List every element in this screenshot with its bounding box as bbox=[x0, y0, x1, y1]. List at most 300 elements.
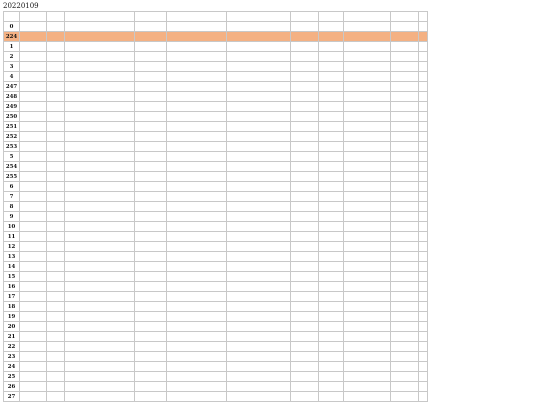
table-cell bbox=[419, 382, 428, 392]
table-row[interactable] bbox=[4, 332, 428, 342]
table-cell bbox=[227, 82, 291, 92]
table-cell[interactable] bbox=[344, 22, 391, 32]
table-cell bbox=[391, 292, 419, 302]
table-row[interactable] bbox=[4, 292, 428, 302]
table-cell bbox=[291, 322, 319, 332]
table-cell bbox=[65, 302, 135, 312]
table-cell bbox=[291, 92, 319, 102]
table-cell bbox=[167, 162, 227, 172]
table-cell bbox=[291, 62, 319, 72]
table-cell bbox=[391, 72, 419, 82]
table-cell bbox=[319, 292, 344, 302]
table-row[interactable] bbox=[4, 112, 428, 122]
table-cell bbox=[135, 282, 167, 292]
table-cell bbox=[135, 42, 167, 52]
table-row[interactable] bbox=[4, 242, 428, 252]
table-row[interactable] bbox=[4, 392, 428, 402]
table-cell bbox=[419, 282, 428, 292]
table-cell bbox=[20, 232, 47, 242]
table-cell bbox=[391, 222, 419, 232]
table-cell bbox=[135, 292, 167, 302]
table-cell bbox=[47, 252, 65, 262]
table-cell bbox=[319, 42, 344, 52]
table-cell bbox=[135, 22, 167, 32]
table-cell bbox=[20, 302, 47, 312]
table-cell[interactable] bbox=[344, 82, 391, 92]
table-cell bbox=[135, 362, 167, 372]
table-row[interactable] bbox=[4, 272, 428, 282]
table-cell bbox=[65, 202, 135, 212]
table-cell bbox=[135, 142, 167, 152]
table-cell[interactable] bbox=[344, 272, 391, 282]
table-cell[interactable] bbox=[344, 352, 391, 362]
table-row[interactable] bbox=[4, 122, 428, 132]
table-cell[interactable] bbox=[344, 172, 391, 182]
table-cell bbox=[319, 242, 344, 252]
table-cell bbox=[391, 232, 419, 242]
table-cell bbox=[227, 292, 291, 302]
table-cell bbox=[167, 372, 227, 382]
table-cell bbox=[291, 242, 319, 252]
table-cell[interactable] bbox=[344, 302, 391, 312]
table-cell[interactable] bbox=[344, 132, 391, 142]
table-cell bbox=[135, 192, 167, 202]
table-row[interactable] bbox=[4, 262, 428, 272]
table-cell bbox=[135, 272, 167, 282]
table-row[interactable] bbox=[4, 132, 428, 142]
table-row[interactable] bbox=[4, 182, 428, 192]
table-cell bbox=[47, 212, 65, 222]
table-cell bbox=[291, 42, 319, 52]
table-cell[interactable] bbox=[344, 152, 391, 162]
table-cell bbox=[419, 142, 428, 152]
table-cell bbox=[65, 32, 135, 42]
table-cell[interactable] bbox=[344, 332, 391, 342]
table-cell[interactable] bbox=[344, 262, 391, 272]
table-cell bbox=[65, 152, 135, 162]
table-cell bbox=[391, 382, 419, 392]
row-index-cell: 254 bbox=[4, 162, 20, 172]
row-index-cell: 24 bbox=[4, 362, 20, 372]
table-row[interactable] bbox=[4, 312, 428, 322]
table-cell bbox=[319, 142, 344, 152]
table-cell bbox=[227, 212, 291, 222]
table-cell bbox=[47, 132, 65, 142]
table-cell bbox=[47, 232, 65, 242]
table-cell bbox=[419, 192, 428, 202]
table-cell bbox=[227, 102, 291, 112]
table-cell bbox=[47, 332, 65, 342]
table-cell bbox=[227, 382, 291, 392]
table-cell bbox=[227, 122, 291, 132]
table-cell bbox=[419, 242, 428, 252]
table-cell bbox=[65, 192, 135, 202]
table-row[interactable] bbox=[4, 212, 428, 222]
table-cell bbox=[291, 372, 319, 382]
table-cell bbox=[391, 262, 419, 272]
table-cell bbox=[391, 312, 419, 322]
table-row[interactable] bbox=[4, 42, 428, 52]
table-cell bbox=[135, 62, 167, 72]
table-cell bbox=[135, 382, 167, 392]
table-cell bbox=[419, 112, 428, 122]
table-cell bbox=[291, 352, 319, 362]
table-cell bbox=[391, 42, 419, 52]
table-row[interactable] bbox=[4, 372, 428, 382]
table-cell[interactable] bbox=[344, 182, 391, 192]
table-cell bbox=[65, 52, 135, 62]
table-cell bbox=[291, 262, 319, 272]
table-cell[interactable] bbox=[344, 342, 391, 352]
table-cell bbox=[167, 32, 227, 42]
table-cell bbox=[291, 82, 319, 92]
table-cell[interactable] bbox=[344, 392, 391, 402]
table-cell bbox=[419, 22, 428, 32]
table-cell bbox=[319, 192, 344, 202]
table-cell bbox=[391, 122, 419, 132]
table-cell bbox=[227, 142, 291, 152]
table-cell bbox=[135, 182, 167, 192]
row-index-cell: 20 bbox=[4, 322, 20, 332]
table-cell bbox=[135, 222, 167, 232]
table-cell bbox=[319, 372, 344, 382]
table-row[interactable] bbox=[4, 82, 428, 92]
table-cell bbox=[47, 382, 65, 392]
table-cell bbox=[391, 102, 419, 112]
table-cell bbox=[391, 82, 419, 92]
row-index-cell: 8 bbox=[4, 202, 20, 212]
table-cell bbox=[167, 62, 227, 72]
table-row[interactable] bbox=[4, 202, 428, 212]
table-cell bbox=[47, 122, 65, 132]
table-row[interactable] bbox=[4, 152, 428, 162]
table-cell bbox=[47, 92, 65, 102]
table-cell bbox=[291, 332, 319, 342]
table-cell bbox=[291, 392, 319, 402]
table-cell bbox=[167, 212, 227, 222]
table-cell bbox=[47, 372, 65, 382]
table-cell[interactable] bbox=[344, 382, 391, 392]
table-cell[interactable] bbox=[344, 162, 391, 172]
row-index-cell: 16 bbox=[4, 282, 20, 292]
table-cell bbox=[167, 132, 227, 142]
table-cell bbox=[135, 72, 167, 82]
table-cell bbox=[47, 302, 65, 312]
table-cell bbox=[391, 322, 419, 332]
column-header bbox=[391, 12, 419, 22]
table-cell bbox=[65, 332, 135, 342]
table-cell bbox=[167, 192, 227, 202]
table-cell bbox=[47, 282, 65, 292]
data-table bbox=[3, 11, 428, 402]
table-cell bbox=[227, 302, 291, 312]
table-cell bbox=[419, 132, 428, 142]
table-cell bbox=[319, 392, 344, 402]
table-cell bbox=[391, 392, 419, 402]
table-cell bbox=[167, 152, 227, 162]
table-cell bbox=[135, 372, 167, 382]
table-cell bbox=[319, 222, 344, 232]
table-row[interactable] bbox=[4, 352, 428, 362]
table-cell bbox=[65, 342, 135, 352]
table-cell[interactable] bbox=[344, 32, 391, 42]
table-cell bbox=[167, 312, 227, 322]
table-cell bbox=[227, 22, 291, 32]
table-cell bbox=[167, 142, 227, 152]
table-cell bbox=[419, 152, 428, 162]
table-cell bbox=[167, 272, 227, 282]
table-cell bbox=[319, 282, 344, 292]
table-cell bbox=[135, 322, 167, 332]
table-cell[interactable] bbox=[344, 312, 391, 322]
table-cell bbox=[47, 222, 65, 232]
table-cell bbox=[319, 122, 344, 132]
table-cell bbox=[227, 312, 291, 322]
table-cell[interactable] bbox=[344, 252, 391, 262]
table-cell bbox=[65, 182, 135, 192]
table-cell bbox=[227, 272, 291, 282]
table-cell bbox=[135, 312, 167, 322]
table-cell bbox=[319, 172, 344, 182]
table-cell bbox=[47, 42, 65, 52]
row-index-cell: 22 bbox=[4, 342, 20, 352]
table-cell[interactable] bbox=[344, 372, 391, 382]
table-cell bbox=[20, 272, 47, 282]
table-cell bbox=[20, 22, 47, 32]
table-row[interactable] bbox=[4, 192, 428, 202]
table-cell bbox=[291, 172, 319, 182]
row-index-cell: 7 bbox=[4, 192, 20, 202]
table-row[interactable] bbox=[4, 72, 428, 82]
table-cell bbox=[291, 342, 319, 352]
table-cell bbox=[291, 252, 319, 262]
table-row[interactable] bbox=[4, 322, 428, 332]
table-cell[interactable] bbox=[344, 42, 391, 52]
table-cell bbox=[419, 302, 428, 312]
table-row[interactable] bbox=[4, 52, 428, 62]
table-cell bbox=[227, 392, 291, 402]
table-cell bbox=[291, 72, 319, 82]
table-cell bbox=[319, 302, 344, 312]
table-cell bbox=[47, 362, 65, 372]
table-row[interactable] bbox=[4, 362, 428, 372]
table-cell bbox=[20, 162, 47, 172]
table-cell[interactable] bbox=[344, 232, 391, 242]
table-row[interactable] bbox=[4, 102, 428, 112]
table-cell[interactable] bbox=[344, 212, 391, 222]
table-cell bbox=[20, 72, 47, 82]
table-cell bbox=[20, 382, 47, 392]
table-cell bbox=[167, 172, 227, 182]
table-cell bbox=[419, 162, 428, 172]
table-cell bbox=[391, 272, 419, 282]
row-index-cell: 9 bbox=[4, 212, 20, 222]
table-cell bbox=[167, 122, 227, 132]
table-cell bbox=[47, 312, 65, 322]
table-cell bbox=[135, 82, 167, 92]
table-cell bbox=[135, 342, 167, 352]
table-cell[interactable] bbox=[344, 292, 391, 302]
table-cell bbox=[391, 52, 419, 62]
table-cell bbox=[20, 332, 47, 342]
row-index-cell: 27 bbox=[4, 392, 20, 402]
column-header bbox=[344, 12, 391, 22]
table-cell bbox=[227, 112, 291, 122]
table-cell bbox=[65, 22, 135, 32]
table-cell bbox=[20, 62, 47, 72]
table-cell bbox=[227, 262, 291, 272]
table-cell[interactable] bbox=[344, 62, 391, 72]
table-cell bbox=[319, 152, 344, 162]
table-cell bbox=[391, 172, 419, 182]
table-cell bbox=[135, 212, 167, 222]
table-cell bbox=[291, 32, 319, 42]
table-row[interactable] bbox=[4, 92, 428, 102]
table-row[interactable] bbox=[4, 252, 428, 262]
table-cell bbox=[167, 72, 227, 82]
row-index-cell: 4 bbox=[4, 72, 20, 82]
table-row[interactable] bbox=[4, 302, 428, 312]
table-cell bbox=[319, 312, 344, 322]
table-row[interactable] bbox=[4, 62, 428, 72]
table-cell bbox=[391, 242, 419, 252]
row-index-cell: 23 bbox=[4, 352, 20, 362]
table-cell bbox=[20, 152, 47, 162]
table-cell bbox=[47, 292, 65, 302]
table-cell[interactable] bbox=[344, 362, 391, 372]
table-cell bbox=[291, 382, 319, 392]
table-cell[interactable] bbox=[344, 102, 391, 112]
table-cell bbox=[20, 352, 47, 362]
table-cell bbox=[319, 342, 344, 352]
table-cell bbox=[419, 62, 428, 72]
table-row[interactable] bbox=[4, 232, 428, 242]
table-cell bbox=[65, 122, 135, 132]
table-cell bbox=[391, 212, 419, 222]
row-index-cell: 1 bbox=[4, 42, 20, 52]
table-cell bbox=[227, 372, 291, 382]
table-cell bbox=[20, 122, 47, 132]
table-row[interactable] bbox=[4, 382, 428, 392]
table-cell bbox=[135, 232, 167, 242]
table-row[interactable] bbox=[4, 172, 428, 182]
table-cell bbox=[47, 172, 65, 182]
table-cell bbox=[65, 362, 135, 372]
table-cell bbox=[135, 162, 167, 172]
table-cell bbox=[20, 262, 47, 272]
column-header bbox=[227, 12, 291, 22]
table-cell[interactable] bbox=[344, 92, 391, 102]
table-cell bbox=[291, 292, 319, 302]
table-cell bbox=[419, 352, 428, 362]
table-row[interactable] bbox=[4, 222, 428, 232]
row-index-cell: 253 bbox=[4, 142, 20, 152]
row-index-cell: 10 bbox=[4, 222, 20, 232]
table-cell bbox=[167, 302, 227, 312]
table-cell[interactable] bbox=[344, 52, 391, 62]
table-cell bbox=[167, 392, 227, 402]
row-index-cell: 14 bbox=[4, 262, 20, 272]
table-cell bbox=[135, 332, 167, 342]
table-body bbox=[4, 22, 428, 402]
table-cell bbox=[419, 42, 428, 52]
table-cell bbox=[319, 322, 344, 332]
table-cell bbox=[65, 142, 135, 152]
table-row[interactable] bbox=[4, 142, 428, 152]
table-row[interactable] bbox=[4, 22, 428, 32]
table-cell bbox=[291, 282, 319, 292]
table-cell[interactable] bbox=[344, 282, 391, 292]
row-index-cell: 19 bbox=[4, 312, 20, 322]
table-cell bbox=[167, 332, 227, 342]
table-cell bbox=[319, 92, 344, 102]
table-cell bbox=[419, 362, 428, 372]
table-cell bbox=[391, 342, 419, 352]
table-cell bbox=[167, 42, 227, 52]
table-cell bbox=[419, 52, 428, 62]
row-index-cell: 247 bbox=[4, 82, 20, 92]
table-cell bbox=[135, 112, 167, 122]
table-cell[interactable] bbox=[344, 112, 391, 122]
table-cell[interactable] bbox=[344, 202, 391, 212]
table-cell bbox=[391, 362, 419, 372]
table-cell bbox=[419, 82, 428, 92]
table-cell[interactable] bbox=[344, 122, 391, 132]
table-row[interactable] bbox=[4, 32, 428, 42]
table-cell[interactable] bbox=[344, 222, 391, 232]
table-cell[interactable] bbox=[344, 242, 391, 252]
row-index-cell: 18 bbox=[4, 302, 20, 312]
table-cell bbox=[20, 202, 47, 212]
table-cell bbox=[419, 102, 428, 112]
table-row[interactable] bbox=[4, 342, 428, 352]
table-cell bbox=[20, 182, 47, 192]
table-cell[interactable] bbox=[344, 142, 391, 152]
table-cell bbox=[391, 332, 419, 342]
table-cell bbox=[391, 32, 419, 42]
table-cell bbox=[20, 102, 47, 112]
table-cell bbox=[20, 112, 47, 122]
table-cell bbox=[65, 282, 135, 292]
table-cell bbox=[167, 202, 227, 212]
table-cell bbox=[227, 342, 291, 352]
table-row[interactable] bbox=[4, 162, 428, 172]
table-cell bbox=[65, 92, 135, 102]
table-cell bbox=[319, 132, 344, 142]
table-cell bbox=[227, 282, 291, 292]
table-cell bbox=[291, 102, 319, 112]
table-cell bbox=[391, 62, 419, 72]
table-row[interactable] bbox=[4, 282, 428, 292]
table-cell bbox=[47, 272, 65, 282]
table-cell bbox=[419, 92, 428, 102]
table-cell[interactable] bbox=[344, 322, 391, 332]
table-cell bbox=[47, 62, 65, 72]
table-cell[interactable] bbox=[344, 192, 391, 202]
table-cell bbox=[391, 22, 419, 32]
row-index-cell: 6 bbox=[4, 182, 20, 192]
table-cell bbox=[391, 302, 419, 312]
table-cell bbox=[419, 202, 428, 212]
table-cell bbox=[227, 362, 291, 372]
table-cell bbox=[227, 132, 291, 142]
table-cell[interactable] bbox=[344, 72, 391, 82]
table-cell bbox=[391, 132, 419, 142]
table-cell bbox=[419, 32, 428, 42]
table-cell bbox=[20, 212, 47, 222]
table-cell bbox=[391, 372, 419, 382]
table-cell bbox=[135, 132, 167, 142]
